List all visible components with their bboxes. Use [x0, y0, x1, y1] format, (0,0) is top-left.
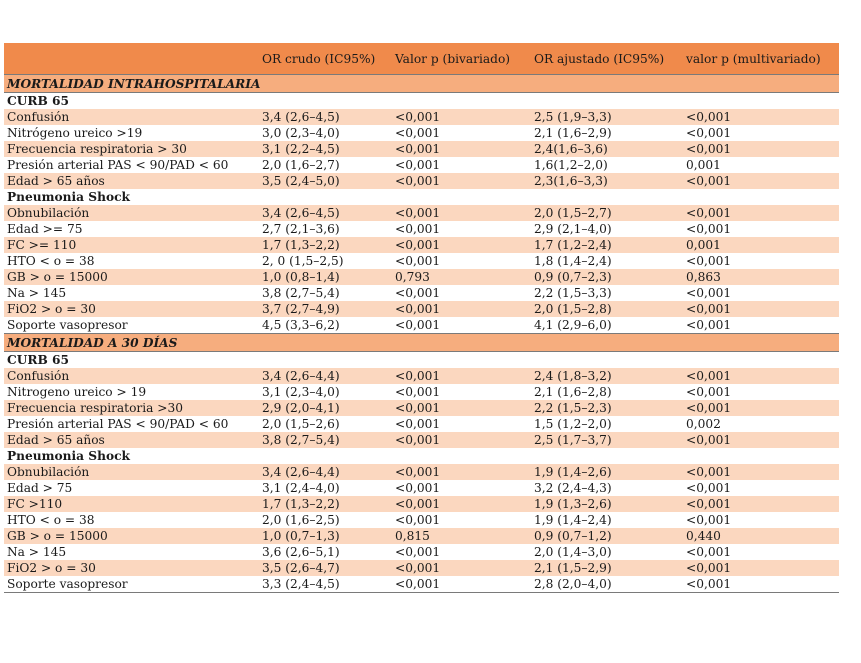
variable-cell: Na > 145 [4, 544, 259, 560]
p-multivariado-cell: 0,440 [683, 528, 839, 544]
variable-cell: FC >110 [4, 496, 259, 512]
or-ajustado-cell: 2,3(1,6–3,3) [531, 173, 683, 189]
section-row [4, 334, 839, 352]
group-title: Pneumonia Shock [4, 189, 839, 205]
table-row [4, 480, 839, 496]
variable-cell: Confusión [4, 109, 259, 125]
variable-cell: Presión arterial PAS < 90/PAD < 60 [4, 416, 259, 432]
table-row [4, 205, 839, 221]
p-multivariado-cell: <0,001 [683, 480, 839, 496]
header-cell-p-multivariado: valor p (multivariado) [683, 43, 839, 75]
p-multivariado-cell: <0,001 [683, 400, 839, 416]
p-multivariado-cell: <0,001 [683, 464, 839, 480]
p-bivariado-cell: <0,001 [392, 464, 531, 480]
or-ajustado-cell: 1,9 (1,4–2,6) [531, 464, 683, 480]
variable-cell: Nitrogeno ureico > 19 [4, 384, 259, 400]
table-row [4, 512, 839, 528]
or-ajustado-cell: 2,5 (1,7–3,7) [531, 432, 683, 448]
or-crudo-cell: 3,1 (2,4–4,0) [259, 480, 392, 496]
or-ajustado-cell: 1,8 (1,4–2,4) [531, 253, 683, 269]
p-bivariado-cell: <0,001 [392, 141, 531, 157]
p-multivariado-cell: <0,001 [683, 221, 839, 237]
table-row [4, 125, 839, 141]
p-multivariado-cell: 0,001 [683, 237, 839, 253]
or-crudo-cell: 1,0 (0,8–1,4) [259, 269, 392, 285]
table-row [4, 368, 839, 384]
table-row [4, 269, 839, 285]
results-table [4, 43, 839, 593]
group-title: CURB 65 [4, 352, 839, 369]
table-row [4, 528, 839, 544]
table-row [4, 285, 839, 301]
variable-cell: Edad >= 75 [4, 221, 259, 237]
table-row [4, 400, 839, 416]
table-row [4, 237, 839, 253]
table-row [4, 301, 839, 317]
variable-cell: Edad > 65 años [4, 173, 259, 189]
or-ajustado-cell: 0,9 (0,7–1,2) [531, 528, 683, 544]
or-ajustado-cell: 2,0 (1,5–2,7) [531, 205, 683, 221]
or-ajustado-cell: 2,4 (1,8–3,2) [531, 368, 683, 384]
variable-cell: Na > 145 [4, 285, 259, 301]
p-multivariado-cell: <0,001 [683, 205, 839, 221]
or-crudo-cell: 3,3 (2,4–4,5) [259, 576, 392, 593]
p-bivariado-cell: <0,001 [392, 157, 531, 173]
group-row [4, 93, 839, 110]
p-multivariado-cell: <0,001 [683, 512, 839, 528]
p-multivariado-cell: <0,001 [683, 560, 839, 576]
p-multivariado-cell: <0,001 [683, 173, 839, 189]
variable-cell: FC >= 110 [4, 237, 259, 253]
table-row [4, 221, 839, 237]
or-crudo-cell: 3,4 (2,6–4,5) [259, 205, 392, 221]
header-cell-p-bivariado: Valor p (bivariado) [392, 43, 531, 75]
or-crudo-cell: 3,7 (2,7–4,9) [259, 301, 392, 317]
table-row [4, 576, 839, 593]
p-multivariado-cell: <0,001 [683, 301, 839, 317]
or-ajustado-cell: 1,5 (1,2–2,0) [531, 416, 683, 432]
or-crudo-cell: 3,1 (2,2–4,5) [259, 141, 392, 157]
or-ajustado-cell: 1,6(1,2–2,0) [531, 157, 683, 173]
or-crudo-cell: 3,4 (2,6–4,5) [259, 109, 392, 125]
p-bivariado-cell: <0,001 [392, 512, 531, 528]
p-multivariado-cell: <0,001 [683, 141, 839, 157]
or-crudo-cell: 1,7 (1,3–2,2) [259, 237, 392, 253]
p-bivariado-cell: <0,001 [392, 253, 531, 269]
header-cell-variable [4, 43, 259, 75]
or-ajustado-cell: 2,0 (1,4–3,0) [531, 544, 683, 560]
variable-cell: Frecuencia respiratoria >30 [4, 400, 259, 416]
group-row [4, 448, 839, 464]
p-bivariado-cell: <0,001 [392, 400, 531, 416]
p-multivariado-cell: 0,001 [683, 157, 839, 173]
or-ajustado-cell: 1,9 (1,4–2,4) [531, 512, 683, 528]
variable-cell: FiO2 > o = 30 [4, 560, 259, 576]
p-multivariado-cell: <0,001 [683, 253, 839, 269]
variable-cell: FiO2 > o = 30 [4, 301, 259, 317]
section-row [4, 75, 839, 93]
p-multivariado-cell: <0,001 [683, 384, 839, 400]
variable-cell: HTO < o = 38 [4, 253, 259, 269]
table-row [4, 157, 839, 173]
variable-cell: GB > o = 15000 [4, 528, 259, 544]
p-multivariado-cell: <0,001 [683, 576, 839, 593]
or-crudo-cell: 3,0 (2,3–4,0) [259, 125, 392, 141]
p-bivariado-cell: <0,001 [392, 173, 531, 189]
or-crudo-cell: 3,5 (2,4–5,0) [259, 173, 392, 189]
variable-cell: Frecuencia respiratoria > 30 [4, 141, 259, 157]
header-cell-or-crudo: OR crudo (IC95%) [259, 43, 392, 75]
p-bivariado-cell: <0,001 [392, 285, 531, 301]
p-multivariado-cell: <0,001 [683, 432, 839, 448]
or-ajustado-cell: 4,1 (2,9–6,0) [531, 317, 683, 334]
or-crudo-cell: 3,8 (2,7–5,4) [259, 432, 392, 448]
or-ajustado-cell: 2,2 (1,5–3,3) [531, 285, 683, 301]
or-ajustado-cell: 2,9 (2,1–4,0) [531, 221, 683, 237]
p-bivariado-cell: 0,793 [392, 269, 531, 285]
variable-cell: Obnubilación [4, 464, 259, 480]
p-multivariado-cell: <0,001 [683, 544, 839, 560]
table-row [4, 432, 839, 448]
p-multivariado-cell: <0,001 [683, 317, 839, 334]
p-bivariado-cell: <0,001 [392, 576, 531, 593]
variable-cell: Confusión [4, 368, 259, 384]
or-ajustado-cell: 2,4(1,6–3,6) [531, 141, 683, 157]
variable-cell: GB > o = 15000 [4, 269, 259, 285]
p-bivariado-cell: <0,001 [392, 560, 531, 576]
variable-cell: Nitrógeno ureico >19 [4, 125, 259, 141]
variable-cell: HTO < o = 38 [4, 512, 259, 528]
or-crudo-cell: 3,5 (2,6–4,7) [259, 560, 392, 576]
or-ajustado-cell: 2,1 (1,6–2,8) [531, 384, 683, 400]
section-title: MORTALIDAD INTRAHOSPITALARIA [4, 75, 839, 93]
group-row [4, 189, 839, 205]
p-bivariado-cell: <0,001 [392, 544, 531, 560]
p-multivariado-cell: 0,002 [683, 416, 839, 432]
p-bivariado-cell: <0,001 [392, 205, 531, 221]
or-ajustado-cell: 2,8 (2,0–4,0) [531, 576, 683, 593]
or-crudo-cell: 3,4 (2,6–4,4) [259, 368, 392, 384]
or-ajustado-cell: 3,2 (2,4–4,3) [531, 480, 683, 496]
table-row [4, 496, 839, 512]
table-row [4, 317, 839, 334]
table-row [4, 173, 839, 189]
p-bivariado-cell: <0,001 [392, 384, 531, 400]
p-multivariado-cell: <0,001 [683, 125, 839, 141]
p-multivariado-cell: <0,001 [683, 109, 839, 125]
p-bivariado-cell: <0,001 [392, 496, 531, 512]
or-ajustado-cell: 2,1 (1,6–2,9) [531, 125, 683, 141]
or-crudo-cell: 3,1 (2,3–4,0) [259, 384, 392, 400]
table-row [4, 416, 839, 432]
or-ajustado-cell: 1,9 (1,3–2,6) [531, 496, 683, 512]
group-title: CURB 65 [4, 93, 839, 110]
p-bivariado-cell: <0,001 [392, 221, 531, 237]
header-cell-or-ajustado: OR ajustado (IC95%) [531, 43, 683, 75]
table-body [4, 75, 839, 593]
section-title: MORTALIDAD A 30 DÍAS [4, 334, 839, 352]
variable-cell: Presión arterial PAS < 90/PAD < 60 [4, 157, 259, 173]
or-crudo-cell: 2,0 (1,6–2,5) [259, 512, 392, 528]
p-bivariado-cell: 0,815 [392, 528, 531, 544]
or-ajustado-cell: 2,2 (1,5–2,3) [531, 400, 683, 416]
p-bivariado-cell: <0,001 [392, 237, 531, 253]
or-ajustado-cell: 2,0 (1,5–2,8) [531, 301, 683, 317]
table-row [4, 464, 839, 480]
table-row [4, 109, 839, 125]
or-ajustado-cell: 2,1 (1,5–2,9) [531, 560, 683, 576]
group-title: Pneumonia Shock [4, 448, 839, 464]
p-multivariado-cell: <0,001 [683, 285, 839, 301]
table-row [4, 141, 839, 157]
p-multivariado-cell: <0,001 [683, 496, 839, 512]
or-crudo-cell: 2, 0 (1,5–2,5) [259, 253, 392, 269]
or-crudo-cell: 2,0 (1,6–2,7) [259, 157, 392, 173]
p-bivariado-cell: <0,001 [392, 125, 531, 141]
group-row [4, 352, 839, 369]
or-ajustado-cell: 1,7 (1,2–2,4) [531, 237, 683, 253]
p-bivariado-cell: <0,001 [392, 301, 531, 317]
variable-cell: Soporte vasopresor [4, 317, 259, 334]
variable-cell: Edad > 75 [4, 480, 259, 496]
table-row [4, 384, 839, 400]
or-crudo-cell: 3,4 (2,6–4,4) [259, 464, 392, 480]
p-bivariado-cell: <0,001 [392, 432, 531, 448]
variable-cell: Edad > 65 años [4, 432, 259, 448]
p-bivariado-cell: <0,001 [392, 416, 531, 432]
or-crudo-cell: 2,0 (1,5–2,6) [259, 416, 392, 432]
header-row [4, 43, 839, 75]
table-row [4, 544, 839, 560]
table-row [4, 253, 839, 269]
or-ajustado-cell: 0,9 (0,7–2,3) [531, 269, 683, 285]
p-multivariado-cell: 0,863 [683, 269, 839, 285]
variable-cell: Obnubilación [4, 205, 259, 221]
or-ajustado-cell: 2,5 (1,9–3,3) [531, 109, 683, 125]
or-crudo-cell: 1,0 (0,7–1,3) [259, 528, 392, 544]
or-crudo-cell: 4,5 (3,3–6,2) [259, 317, 392, 334]
p-bivariado-cell: <0,001 [392, 480, 531, 496]
p-multivariado-cell: <0,001 [683, 368, 839, 384]
or-crudo-cell: 1,7 (1,3–2,2) [259, 496, 392, 512]
or-crudo-cell: 3,6 (2,6–5,1) [259, 544, 392, 560]
p-bivariado-cell: <0,001 [392, 317, 531, 334]
or-crudo-cell: 2,7 (2,1–3,6) [259, 221, 392, 237]
variable-cell: Soporte vasopresor [4, 576, 259, 593]
p-bivariado-cell: <0,001 [392, 368, 531, 384]
p-bivariado-cell: <0,001 [392, 109, 531, 125]
or-crudo-cell: 3,8 (2,7–5,4) [259, 285, 392, 301]
table-row [4, 560, 839, 576]
or-crudo-cell: 2,9 (2,0–4,1) [259, 400, 392, 416]
